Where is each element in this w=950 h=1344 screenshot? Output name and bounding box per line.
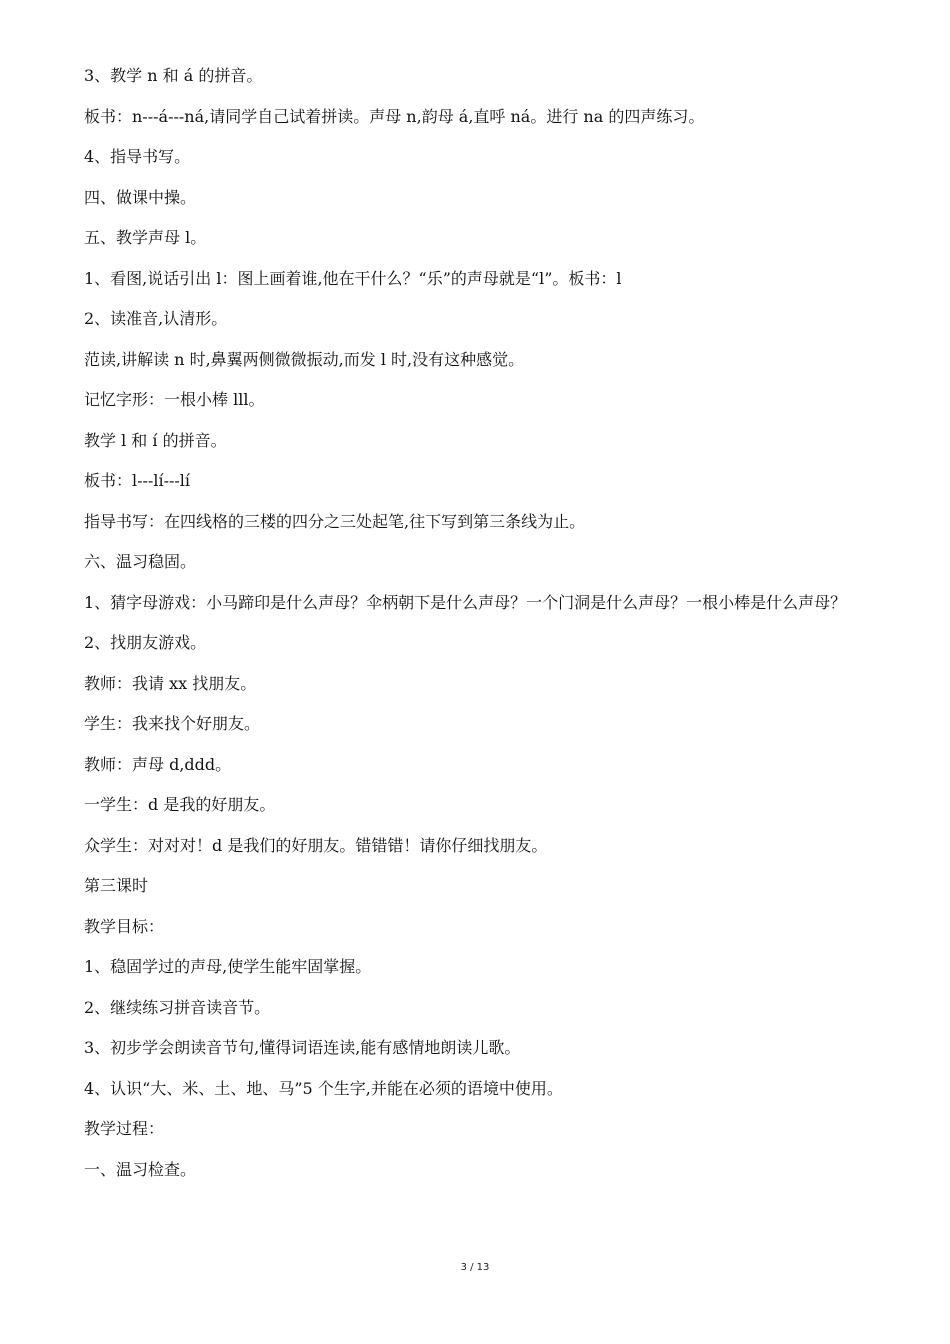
paragraph: 学生：我来找个好朋友。 xyxy=(84,714,261,733)
paragraph: 3、初步学会朗读音节句,懂得词语连读,能有感情地朗读儿歌。 xyxy=(84,1038,521,1057)
page-number: 3 / 13 xyxy=(460,1262,490,1273)
paragraph: 记忆字形：一根小棒 lll。 xyxy=(84,390,265,409)
paragraph: 2、继续练习拼音读音节。 xyxy=(84,997,271,1017)
paragraph: 四、做课中操。 xyxy=(84,187,197,207)
paragraph: 2、读准音,认清形。 xyxy=(84,309,228,328)
paragraph: 一学生：d 是我的好朋友。 xyxy=(84,795,276,814)
paragraph: 范读,讲解读 n 时,鼻翼两侧微微振动,而发 l 时,没有这种感觉。 xyxy=(84,349,525,369)
paragraph: 教学 l 和 í 的拼音。 xyxy=(84,430,227,450)
paragraph: 教学目标： xyxy=(84,916,165,936)
paragraph: 六、温习稳固。 xyxy=(84,552,197,571)
section-heading: 第三课时 xyxy=(84,876,149,895)
paragraph: 3、教学 n 和 á 的拼音。 xyxy=(84,66,263,85)
paragraph: 板书：n---á---ná,请同学自己试着拼读。声母 n,韵母 á,直呼 ná。进行 na 的四声练习。 xyxy=(84,106,705,126)
paragraph: 1、稳固学过的声母,使学生能牢固掌握。 xyxy=(84,957,372,976)
paragraph: 教师：我请 xx 找朋友。 xyxy=(84,673,257,693)
paragraph: 教学过程： xyxy=(84,1119,165,1138)
paragraph: 4、指导书写。 xyxy=(84,147,191,166)
document-body xyxy=(48,56,904,1190)
paragraph: 1、猜字母游戏：小马蹄印是什么声母？伞柄朝下是什么声母？一个门洞是什么声母？一根小棒是什么声母？ xyxy=(84,592,847,612)
paragraph: 五、教学声母 l。 xyxy=(84,228,207,247)
paragraph: 4、认识“大、米、土、地、马”5 个生字,并能在必须的语境中使用。 xyxy=(84,1078,563,1098)
paragraph: 1、看图,说话引出 l：图上画着谁,他在干什么？“乐”的声母就是“l”。板书：l xyxy=(84,268,622,288)
paragraph: 指导书写：在四线格的三楼的四分之三处起笔,往下写到第三条线为止。 xyxy=(84,511,586,531)
paragraph: 2、找朋友游戏。 xyxy=(84,633,207,652)
paragraph: 一、温习检查。 xyxy=(84,1159,197,1179)
paragraph: 教师：声母 d,ddd。 xyxy=(84,754,232,774)
paragraph: 众学生：对对对！d 是我们的好朋友。错错错！请你仔细找朋友。 xyxy=(84,835,548,855)
paragraph: 板书：l---lí---lí xyxy=(84,471,191,490)
